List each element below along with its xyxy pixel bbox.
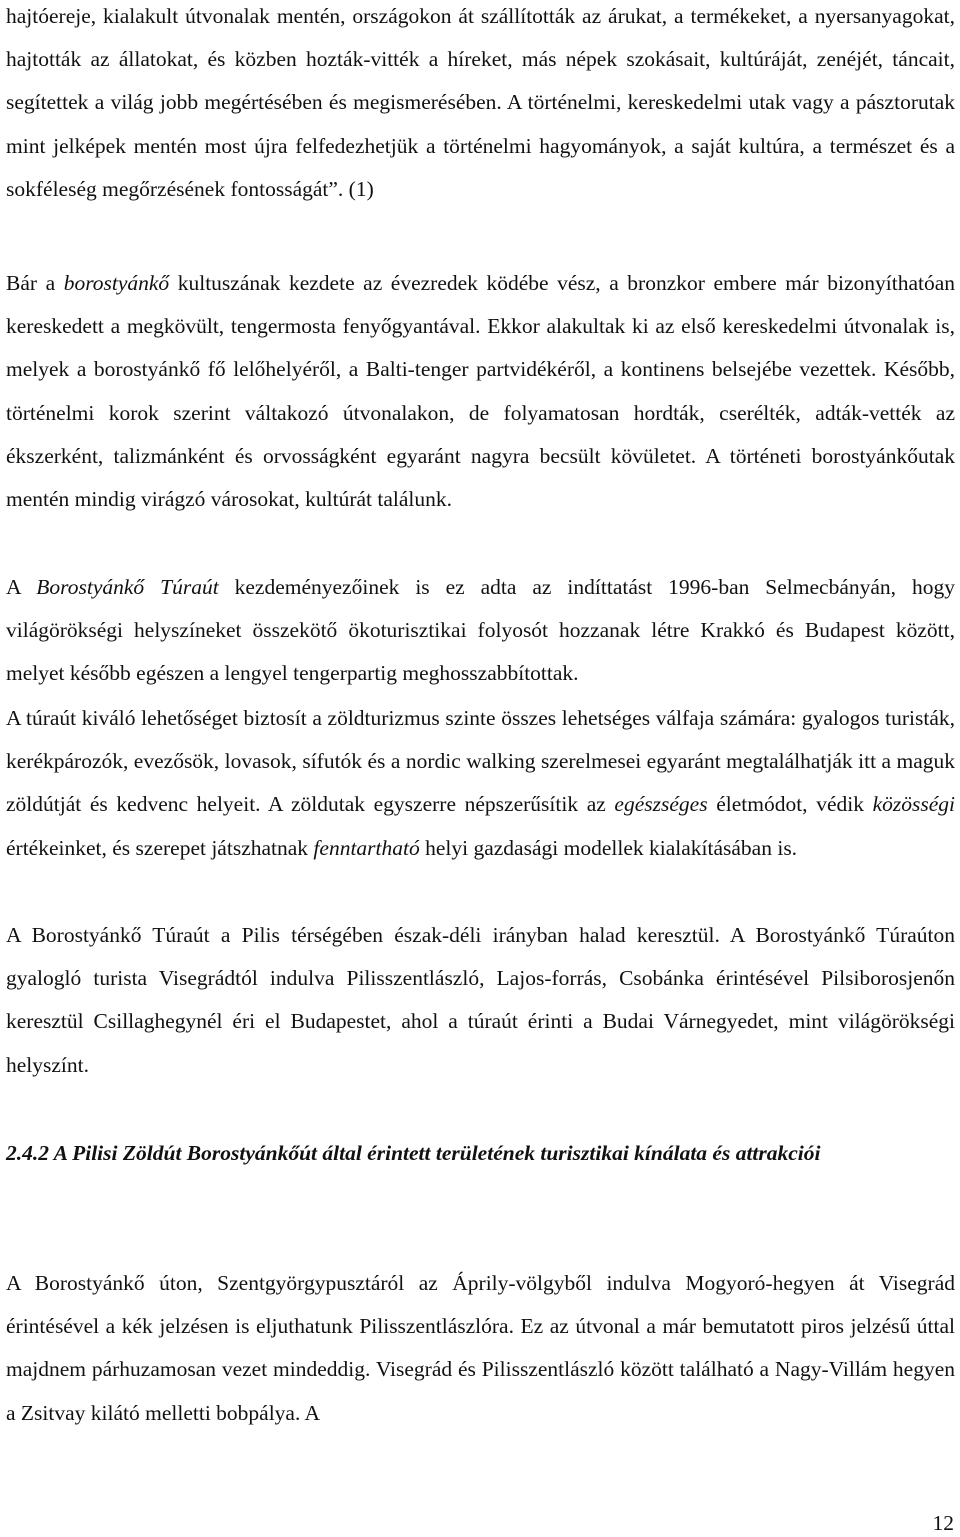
paragraph-pilis-route <box>6 914 955 1087</box>
paragraph-green-tourism <box>6 697 955 870</box>
italic-term: borostyánkő <box>63 271 170 295</box>
paragraph-text: A Borostyánkő úton, Szentgyörgypusztáról az Áprily-völgyből indulva Mogyoró-hegyen át Visegrád érintésével a kék jelzésen is eljuthatunk Pilisszentlászlóra. Ez az útvonal a már bemutatott piros jelzésű úttal majdnem párhuzamosan vezet mindeddig. Visegrád és Pilisszentlászló között található a Nagy-Villám hegyen a Zsitvay kilátó melletti bobpálya. A <box>6 1271 955 1425</box>
paragraph-silk-road-intro <box>6 0 955 211</box>
paragraph-kek-route <box>6 1262 955 1435</box>
paragraph-text: hajtóereje, kialakult útvonalak mentén, országokon át szállították az árukat, a termékeket, a nyersanyagokat, hajtották az állatokat, és közben hozták-vitték a híreket, más népek szokásait, kultúráját, zenéjét, táncait, segítettek a világ jobb megértésében és megismerésében. A történelmi, kereskedelmi utak vagy a pásztorutak mint jelképek mentén most újra felfedezhetjük a történelmi hagyományok, a saját kultúra, a természet és a sokféleség megőrzésének fontosságát”. (1) <box>6 4 955 201</box>
italic-term: közösségi <box>872 792 956 817</box>
paragraph-lead: A <box>6 575 21 599</box>
paragraph-text: életmódot, védik <box>716 792 864 817</box>
paragraph-amber-route-origin <box>6 566 955 696</box>
italic-term: Borostyánkő Túraút <box>36 575 219 599</box>
page-number: 12 <box>932 1511 954 1535</box>
paragraph-amber-cult <box>6 262 955 521</box>
section-heading: 2.4.2 A Pilisi Zöldút Borostyánkőút által érintett területének turisztikai kínálata és attrakciói <box>6 1141 821 1165</box>
italic-term: fenntartható <box>313 835 420 860</box>
paragraph-text: helyi gazdasági modellek kialakításában is. <box>425 835 798 860</box>
italic-term: egészséges <box>614 792 708 817</box>
paragraph-text: értékeinket, és szerepet játszhatnak <box>6 835 309 860</box>
paragraph-text: kezdeményezőinek is ez adta az indíttatást 1996-ban Selmecbányán, hogy világörökségi helyszíneket összekötő ökoturisztikai folyosót hozzanak létre Krakkó és Budapest között, melyet később egészen a lengyel tengerpartig meghosszabbítottak. <box>6 575 955 686</box>
paragraph-lead: Bár a <box>6 271 56 295</box>
paragraph-text: kultuszának kezdete az évezredek ködébe vész, a bronzkor embere már bizonyíthatóan kereskedett a megkövült, tengermosta fenyőgyantával. Ekkor alakultak ki az első kereskedelmi útvonalak is, melyek a borostyánkő fő lelőhelyéről, a Balti-tenger partvidékéről, a kontinens belsejébe vezettek. Később, történelmi korok szerint váltakozó útvonalakon, de folyamatosan hordták, cserélték, adták-vették az ékszerként, talizmánként és orvosságként egyaránt nagyra becsült kövületet. A történeti borostyánkőutak mentén mindig virágzó városokat, kultúrát találunk. <box>6 271 956 512</box>
paragraph-text: A túraút kiváló lehetőséget biztosít a zöldturizmus szinte összes lehetséges válfaja számára: gyalogos turisták, kerékpározók, evezősök, lovasok, sífutók és a nordic walking szerelmesei egyaránt megtalálhatják itt a maguk zöldútját és kedvenc helyeit. A zöldutak egyszerre népszerűsítik az <box>6 706 955 817</box>
paragraph-text: A Borostyánkő Túraút a Pilis térségében észak-déli irányban halad keresztül. A Borostyánkő Túraúton gyalogló turista Visegrádtól indulva Pilisszentlászló, Lajos-forrás, Csobánka érintésével Pilsiborosjenőn keresztül Csillaghegynél éri el Budapestet, ahol a túraút érinti a Budai Várnegyedet, mint világörökségi helyszínt. <box>6 923 955 1077</box>
